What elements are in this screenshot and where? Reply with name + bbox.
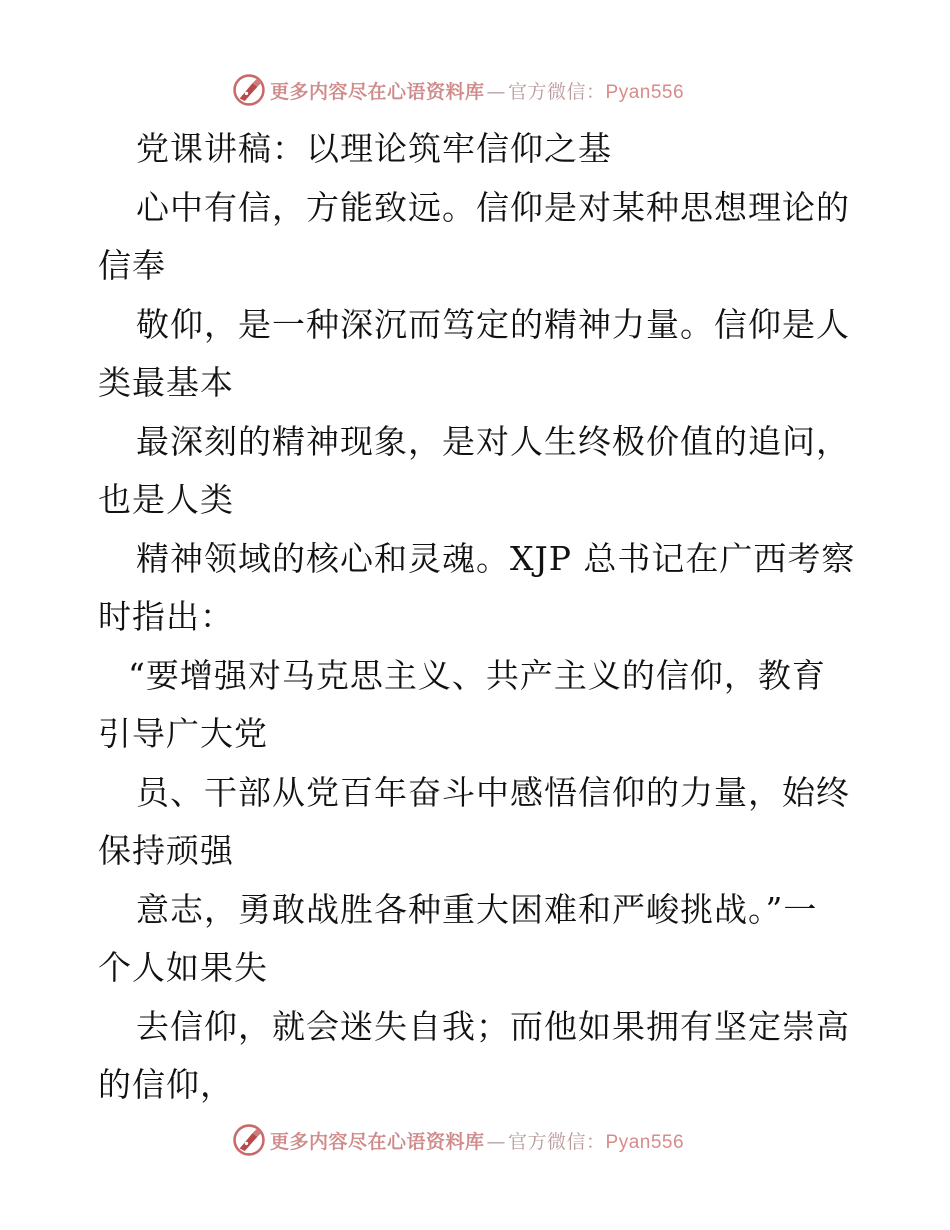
watermark-wechat-id: Pyan556 bbox=[605, 1131, 685, 1153]
watermark-dash: — bbox=[486, 80, 507, 103]
paragraph-line: 个人如果失 bbox=[98, 948, 268, 987]
pen-nib-logo-icon bbox=[232, 1123, 266, 1157]
paragraph-line: 类最基本 bbox=[98, 363, 234, 402]
quote-line: 意志，勇敢战胜各种重大困难和严峻挑战。”一 bbox=[136, 889, 818, 929]
paragraph-line: 敬仰，是一种深沉而笃定的精神力量。信仰是人 bbox=[136, 304, 850, 344]
paragraph-line: 精神领域的核心和灵魂。XJP 总书记在广西考察 bbox=[136, 538, 856, 578]
paragraph-line: 最深刻的精神现象，是对人生终极价值的追问， bbox=[136, 421, 850, 461]
paragraph-line: 的信仰， bbox=[98, 1065, 234, 1104]
paragraph-line: 去信仰，就会迷失自我；而他如果拥有坚定崇高 bbox=[136, 1006, 850, 1046]
document-body bbox=[98, 120, 856, 1115]
paragraph-line: 也是人类 bbox=[98, 480, 234, 519]
quote-line: 保持顽强 bbox=[98, 831, 234, 870]
quote-line: 引导广大党 bbox=[98, 714, 268, 753]
watermark-contact-label: 官方微信： bbox=[508, 1130, 606, 1153]
footer-watermark bbox=[232, 1120, 752, 1160]
watermark-brand: 更多内容尽在心语资料库 bbox=[270, 80, 485, 103]
watermark-wechat-id: Pyan556 bbox=[605, 81, 685, 103]
quote-line: 员、干部从党百年奋斗中感悟信仰的力量，始终 bbox=[136, 772, 850, 812]
quote-line: “要增强对马克思主义、共产主义的信仰，教育 bbox=[128, 655, 826, 695]
watermark-contact-label: 官方微信： bbox=[508, 80, 606, 103]
watermark-dash: — bbox=[486, 1130, 507, 1153]
header-watermark bbox=[232, 70, 752, 110]
pen-nib-logo-icon bbox=[232, 73, 266, 107]
document-title: 党课讲稿：以理论筑牢信仰之基 bbox=[136, 129, 612, 168]
paragraph-line: 心中有信，方能致远。信仰是对某种思想理论的 bbox=[136, 187, 850, 227]
paragraph-line: 信奉 bbox=[98, 246, 166, 285]
watermark-brand: 更多内容尽在心语资料库 bbox=[270, 1130, 485, 1153]
paragraph-line: 时指出： bbox=[98, 597, 234, 636]
